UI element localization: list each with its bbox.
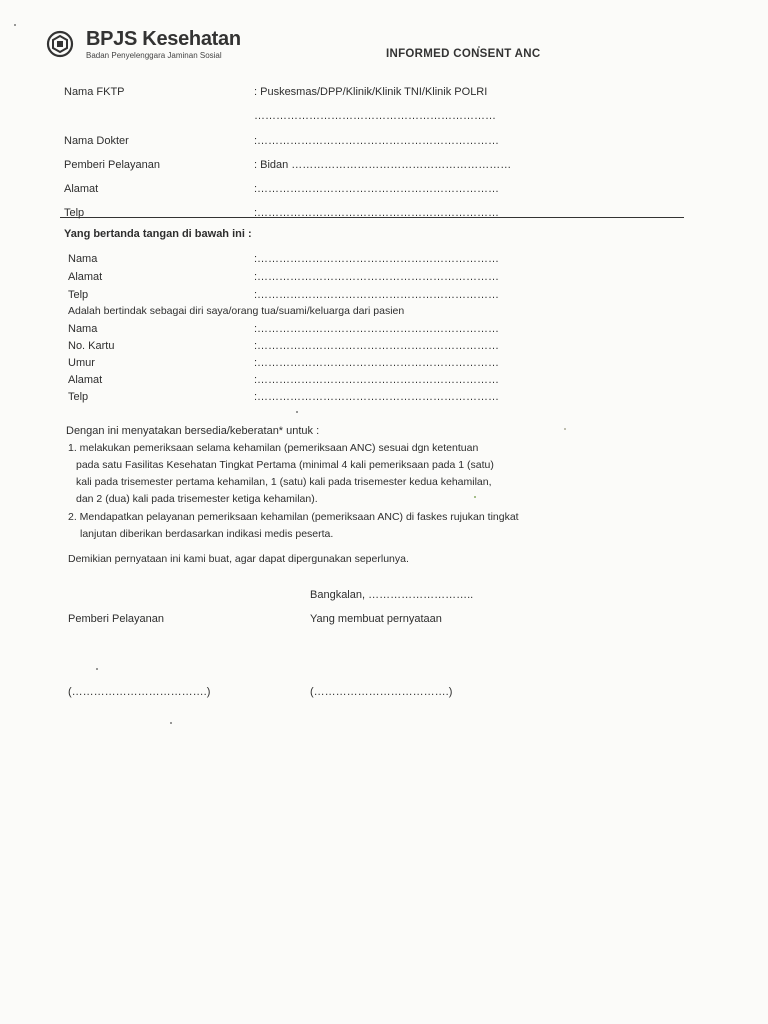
statement-item2-line1: 2. Mendapatkan pelayanan pemeriksaan kehamilan (pemeriksaan ANC) di faskes rujukan tingkat [68, 511, 519, 523]
signer-phone-label: Telp [68, 289, 89, 301]
statement-intro: Dengan ini menyatakan bersedia/keberatan* untuk : [66, 425, 320, 437]
statement-closing: Demikian pernyataan ini kami buat, agar dapat dipergunakan seperlunya. [68, 553, 409, 565]
brand-subtitle: Badan Penyelenggara Jaminan Sosial [86, 51, 222, 60]
place-date[interactable]: Bangkalan, ……………………….. [310, 589, 474, 601]
scan-speck [474, 496, 476, 498]
scan-speck [296, 411, 298, 413]
patient-phone-value[interactable]: :………………………………………………………… [254, 391, 500, 403]
signature-right-label: Yang membuat pernyataan [310, 613, 442, 625]
section-divider [60, 217, 684, 218]
signature-left-line[interactable]: (……………………………….) [68, 686, 211, 698]
scan-speck [14, 24, 16, 26]
statement-item1-line1: 1. melakukan pemeriksaan selama kehamilan (pemeriksaan ANC) sesuai dgn ketentuan [68, 442, 479, 454]
scan-speck [96, 668, 98, 670]
scan-speck [170, 722, 172, 724]
patient-card-value[interactable]: :………………………………………………………… [254, 340, 500, 352]
signer-phone-value[interactable]: :………………………………………………………… [254, 289, 500, 301]
statement-item1-line4: dan 2 (dua) kali pada trisemester ketiga kehamilan). [76, 493, 318, 505]
signer-address-label: Alamat [68, 271, 103, 283]
statement-item1-line2: pada satu Fasilitas Kesehatan Tingkat Pertama (minimal 4 kali pemeriksaan pada 1 (satu) [76, 459, 494, 471]
document-title: INFORMED CONSENT ANC [386, 48, 541, 60]
acting-as-text: Adalah bertindak sebagai diri saya/orang tua/suami/keluarga dari pasien [68, 305, 405, 317]
bpjs-logo [44, 28, 244, 62]
patient-age-label: Umur [68, 357, 95, 369]
signer-heading: Yang bertanda tangan di bawah ini : [64, 228, 252, 240]
patient-address-label: Alamat [68, 374, 103, 386]
patient-address-value[interactable]: :………………………………………………………… [254, 374, 500, 386]
provider-label: Pemberi Pelayanan [64, 159, 161, 171]
scan-speck [564, 428, 566, 430]
statement-item1-line3: kali pada trisemester pertama kehamilan, 1 (satu) kali pada trisemester kedua kehamilan, [76, 476, 492, 488]
fktp-value-line2[interactable]: ………………………………………………………… [254, 110, 496, 122]
facility-phone-label: Telp [64, 207, 85, 219]
signature-right-line[interactable]: (……………………………….) [310, 686, 453, 698]
facility-address-value[interactable]: :………………………………………………………… [254, 183, 500, 195]
doctor-value[interactable]: :………………………………………………………… [254, 135, 500, 147]
patient-age-value[interactable]: :………………………………………………………… [254, 357, 500, 369]
statement-item2-line2: lanjutan diberikan berdasarkan indikasi medis peserta. [80, 528, 334, 540]
patient-name-label: Nama [68, 323, 98, 335]
fktp-value[interactable]: : Puskesmas/DPP/Klinik/Klinik TNI/Klinik POLRI [254, 86, 488, 98]
patient-card-label: No. Kartu [68, 340, 115, 352]
provider-value[interactable]: : Bidan …………………………………………………… [254, 159, 512, 171]
signer-name-value[interactable]: :………………………………………………………… [254, 253, 500, 265]
fktp-label: Nama FKTP [64, 86, 125, 98]
facility-phone-value[interactable]: :………………………………………………………… [254, 207, 500, 219]
signer-name-label: Nama [68, 253, 98, 265]
brand-name: BPJS Kesehatan [86, 28, 241, 50]
signature-left-label: Pemberi Pelayanan [68, 613, 165, 625]
scan-speck [478, 46, 480, 48]
bpjs-logo-icon [44, 30, 76, 58]
patient-phone-label: Telp [68, 391, 89, 403]
facility-address-label: Alamat [64, 183, 99, 195]
signer-address-value[interactable]: :………………………………………………………… [254, 271, 500, 283]
patient-name-value[interactable]: :………………………………………………………… [254, 323, 500, 335]
doctor-label: Nama Dokter [64, 135, 129, 147]
